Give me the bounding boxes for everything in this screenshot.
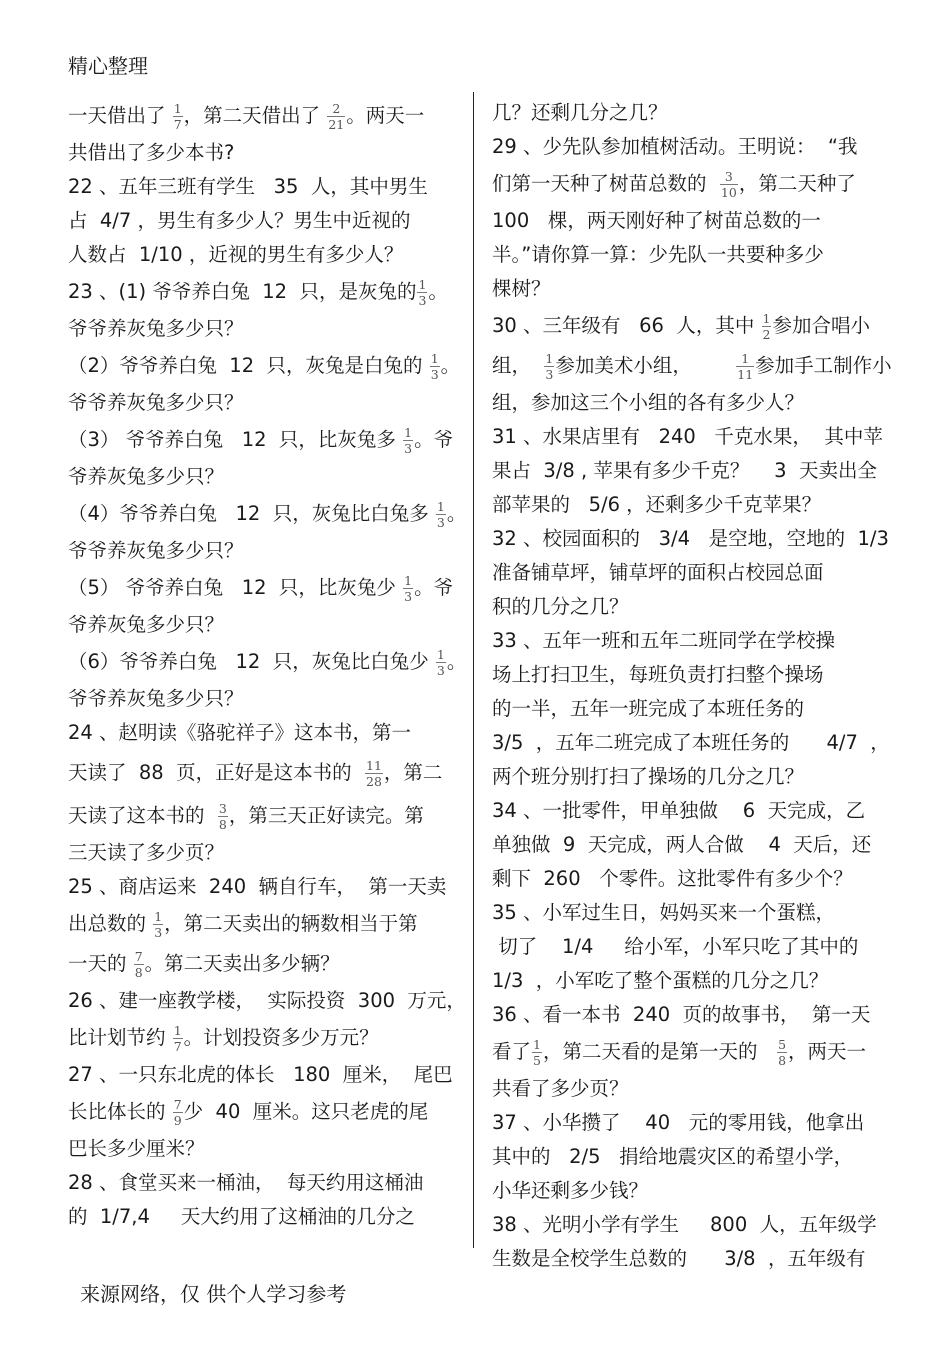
text-segment: 其中的 2/5 捐给地震灾区的希望小学， (492, 1145, 854, 1168)
text-line (68, 238, 460, 272)
text-segment: 准备铺草坪，铺草坪的面积占校园总面 (492, 561, 824, 584)
text-segment: 爷养灰兔多少只？ (68, 465, 225, 488)
fraction-denominator: 8 (134, 964, 143, 980)
text-segment: 。 (446, 502, 467, 525)
fraction-numerator: 1 (436, 646, 445, 662)
fraction (218, 801, 228, 832)
text-line (492, 862, 884, 896)
fraction-denominator: 5 (533, 1052, 541, 1068)
fraction (436, 647, 446, 678)
text-line (492, 760, 884, 794)
text-segment: 组， (492, 354, 544, 377)
fraction (153, 909, 163, 940)
text-line (492, 964, 884, 998)
text-segment: 看了 (492, 1040, 532, 1063)
fraction (720, 169, 738, 200)
page-header: 精心整理 (68, 54, 148, 78)
fraction-numerator: 3 (724, 168, 733, 184)
text-segment: 几？还剩几分之几？ (492, 101, 668, 124)
text-line (492, 204, 884, 238)
text-line (68, 984, 466, 1018)
fraction-denominator: 8 (778, 1052, 787, 1068)
text-segment: ，第二天卖出的辆数相当于第 (164, 912, 418, 935)
text-line (492, 1072, 884, 1106)
text-segment: （3） 爷爷养白兔 12 只，比灰兔多 (68, 428, 403, 451)
fraction (736, 351, 754, 382)
column-divider (473, 92, 474, 1248)
text-segment: 参加手工制作小 (755, 354, 892, 377)
fraction-denominator: 3 (430, 366, 439, 382)
text-segment: 35 、小军过生日，妈妈买来一个蛋糕， (492, 901, 836, 924)
text-line (68, 568, 460, 608)
text-segment: 爷爷养灰兔多少只？ (68, 391, 244, 414)
fraction-numerator: 1 (436, 498, 445, 514)
text-segment: 参加合唱小 (772, 314, 870, 337)
text-segment: 剩下 260 个零件。这批零件有多少个？ (492, 867, 853, 890)
text-segment: 积的几分之几？ (492, 595, 629, 618)
fraction-denominator: 8 (218, 816, 227, 832)
text-line (68, 346, 460, 386)
right-column (492, 96, 892, 1276)
text-line (492, 96, 884, 130)
text-segment: 的 1/7,4 天大约用了这桶油的几分之 (68, 1205, 415, 1228)
text-segment: 100 棵，两天刚好种了树苗总数的一 (492, 209, 821, 232)
text-line (68, 1132, 460, 1166)
fraction-numerator: 1 (173, 1022, 182, 1038)
text-segment: 共借出了多少本书? (68, 141, 235, 164)
fraction (544, 351, 554, 382)
text-line (68, 534, 460, 568)
text-segment: 26 、建一座教学楼， 实际投资 300 万元， (68, 989, 466, 1012)
text-line (492, 1140, 884, 1174)
text-segment: 1/3 ，小军吃了整个蛋糕的几分之几？ (492, 969, 829, 992)
text-line (492, 386, 884, 420)
fraction-numerator: 1 (173, 100, 182, 116)
text-segment: 3/5 ，五年二班完成了本班任务的 4/7 ， (492, 731, 890, 754)
text-line (68, 642, 467, 682)
text-line (492, 794, 884, 828)
text-line (68, 796, 460, 836)
page-footer: 来源网络，仅 供个人学习参考 (80, 1282, 347, 1306)
text-segment: 。 (440, 354, 461, 377)
fraction (173, 1097, 183, 1128)
text-segment: 22 、五年三班有学生 35 人，其中男生 (68, 175, 428, 198)
text-line (68, 1058, 460, 1092)
fraction-denominator: 21 (328, 116, 345, 132)
text-segment: 巴长多少厘米？ (68, 1137, 205, 1160)
fraction-denominator: 3 (154, 924, 163, 940)
text-segment: （4）爷爷养白兔 12 只，灰兔比白兔多 (68, 502, 435, 525)
fraction-denominator: 3 (436, 662, 445, 678)
text-line (68, 1018, 460, 1058)
text-line (68, 1092, 460, 1132)
text-segment: 棵树？ (492, 277, 551, 300)
text-segment: 天读了这本书的 (68, 804, 217, 827)
text-line (68, 420, 460, 460)
fraction-numerator: 1 (741, 350, 750, 366)
text-line (68, 944, 460, 984)
text-segment: ，第二天种了 (738, 172, 856, 195)
fraction-numerator: 1 (430, 350, 439, 366)
text-segment: 。计划投资多少万元？ (183, 1026, 379, 1049)
text-segment: 。爷 (414, 576, 454, 599)
text-line (68, 386, 460, 420)
text-line (492, 998, 884, 1032)
text-segment: 爷爷养灰兔多少只？ (68, 687, 244, 710)
text-segment: 半。”请你算一算：少先队一共要种多少 (492, 243, 824, 266)
text-segment: 生数是全校学生总数的 3/8 ，五年级有 (492, 1247, 866, 1270)
text-segment: 。两天一 (346, 104, 425, 127)
text-segment: 场上打扫卫生，每班负责打扫整个操场 (492, 663, 824, 686)
text-segment: 爷爷养灰兔多少只？ (68, 317, 244, 340)
text-segment: 爷爷养灰兔多少只？ (68, 539, 244, 562)
text-segment: 。 (446, 650, 467, 673)
text-segment: 27 、一只东北虎的体长 180 厘米， 尾巴 (68, 1063, 453, 1086)
fraction (173, 1023, 183, 1054)
text-segment: 人数占 1/10 ，近视的男生有多少人？ (68, 243, 404, 266)
fraction-denominator: 3 (404, 440, 413, 456)
fraction-numerator: 7 (134, 948, 143, 964)
text-segment: 三天读了多少页？ (68, 841, 225, 864)
text-segment: 比计划节约 (68, 1026, 172, 1049)
text-segment: 的一半，五年一班完成了本班任务的 (492, 697, 805, 720)
text-segment: 出总数的 (68, 912, 153, 935)
text-line (68, 96, 460, 136)
text-segment: ，第三天正好读完。第 (228, 804, 424, 827)
text-line (68, 904, 460, 944)
fraction (417, 277, 427, 308)
text-segment: 占 4/7 ，男生有多少人？男生中近视的 (68, 209, 411, 232)
text-segment: 天读了 88 页，正好是这本书的 (68, 761, 365, 784)
fraction (403, 573, 413, 604)
text-segment: 一天借出了 (68, 104, 172, 127)
text-line (492, 1208, 884, 1242)
fraction-numerator: 1 (545, 350, 554, 366)
text-line (492, 238, 884, 272)
text-line (492, 1032, 884, 1072)
text-segment: 24 、赵明读《骆驼祥子》这本书，第一 (68, 721, 412, 744)
fraction (365, 758, 383, 789)
text-segment: 29 、少先队参加植树活动。王明说： “我 (492, 135, 858, 158)
text-segment: 37 、小华攒了 40 元的零用钱，他拿出 (492, 1111, 865, 1134)
text-line (68, 716, 460, 750)
fraction (327, 101, 345, 132)
text-line (68, 870, 460, 904)
text-segment: 两个班分别打扫了操场的几分之几？ (492, 765, 805, 788)
fraction-numerator: 1 (418, 276, 427, 292)
text-line (492, 896, 884, 930)
text-segment: 36 、看一本书 240 页的故事书， 第一天 (492, 1003, 871, 1026)
text-line (68, 460, 460, 494)
text-segment: 28 、食堂买来一桶油， 每天约用这桶油 (68, 1171, 424, 1194)
text-line (492, 1106, 884, 1140)
text-line (492, 130, 884, 164)
fraction-numerator: 11 (366, 757, 382, 773)
text-line (68, 494, 467, 534)
text-line (492, 522, 889, 556)
text-line (68, 750, 460, 796)
fraction-denominator: 9 (173, 1112, 182, 1128)
text-segment: （5） 爷爷养白兔 12 只，比灰兔少 (68, 576, 403, 599)
text-segment: 部苹果的 5/6 ，还剩多少千克苹果？ (492, 493, 822, 516)
text-line (68, 312, 460, 346)
text-line (68, 608, 460, 642)
fraction (403, 425, 413, 456)
fraction-numerator: 5 (778, 1036, 787, 1052)
fraction-denominator: 3 (545, 366, 554, 382)
text-segment: 25 、商店运来 240 辆自行车， 第一天卖 (68, 875, 447, 898)
text-line (492, 828, 884, 862)
text-segment: 参加美术小组， (555, 354, 736, 377)
text-segment: 组，参加这三个小组的各有多少人？ (492, 391, 805, 414)
text-segment: ，两天一 (788, 1040, 867, 1063)
fraction-numerator: 1 (762, 310, 771, 326)
text-segment: 33 、五年一班和五年二班同学在学校操 (492, 629, 836, 652)
text-line (68, 1166, 460, 1200)
text-segment: 小华还剩多少钱？ (492, 1179, 649, 1202)
text-line (492, 1174, 884, 1208)
text-segment: 。第二天卖出多少辆？ (144, 952, 340, 975)
fraction-denominator: 7 (173, 1038, 182, 1054)
text-line (492, 930, 884, 964)
text-segment: （2）爷爷养白兔 12 只，灰兔是白兔的 (68, 354, 429, 377)
text-segment: 34 、一批零件，甲单独做 6 天完成，乙 (492, 799, 866, 822)
fraction-denominator: 10 (720, 184, 737, 200)
fraction-numerator: 1 (404, 424, 413, 440)
text-line (492, 306, 884, 346)
text-segment: 爷养灰兔多少只？ (68, 613, 225, 636)
text-segment: ，第二 (383, 761, 443, 784)
text-line (492, 658, 884, 692)
text-segment: ，第二天看的是第一天的 (542, 1040, 777, 1063)
text-line (492, 454, 884, 488)
text-line (492, 488, 884, 522)
text-line (492, 590, 884, 624)
fraction-denominator: 2 (762, 326, 771, 342)
fraction-denominator: 3 (418, 292, 427, 308)
text-segment: 单独做 9 天完成，两人合做 4 天后，还 (492, 833, 872, 856)
text-segment: 们第一天种了树苗总数的 (492, 172, 719, 195)
text-line (492, 346, 892, 386)
text-segment: 38 、光明小学有学生 800 人，五年级学 (492, 1213, 877, 1236)
text-segment: 一天的 (68, 952, 133, 975)
text-segment: （6）爷爷养白兔 12 只，灰兔比白兔少 (68, 650, 435, 673)
text-line (492, 272, 884, 306)
text-segment: 长比体长的 (68, 1100, 172, 1123)
text-line (492, 692, 884, 726)
fraction (762, 311, 772, 342)
fraction (436, 499, 446, 530)
fraction-numerator: 3 (218, 800, 227, 816)
fraction (173, 101, 183, 132)
text-line (492, 726, 890, 760)
text-segment: 32 、校园面积的 3/4 是空地，空地的 1/3 (492, 527, 889, 550)
text-line (68, 204, 460, 238)
text-line (492, 1242, 884, 1276)
fraction-numerator: 2 (332, 100, 341, 116)
fraction-numerator: 7 (173, 1096, 182, 1112)
text-segment: 。 (428, 280, 448, 303)
fraction-denominator: 28 (366, 773, 382, 789)
text-line (492, 556, 884, 590)
text-line (68, 1200, 460, 1234)
text-segment: 30 、三年级有 66 人，其中 (492, 314, 761, 337)
fraction-denominator: 3 (404, 588, 413, 604)
text-segment: 23 、(1) 爷爷养白兔 12 只，是灰兔的 (68, 280, 417, 303)
text-line (492, 164, 884, 204)
text-segment: 。爷 (414, 428, 454, 451)
text-line (68, 682, 460, 716)
text-line (68, 836, 460, 870)
text-line (68, 170, 460, 204)
text-line (68, 136, 460, 170)
left-column (68, 96, 467, 1234)
text-line (68, 272, 460, 312)
fraction (777, 1037, 787, 1068)
text-segment: 共看了多少页？ (492, 1077, 629, 1100)
fraction (532, 1037, 542, 1068)
text-segment: 少 40 厘米。这只老虎的尾 (183, 1100, 429, 1123)
fraction (430, 351, 440, 382)
fraction-denominator: 7 (173, 116, 182, 132)
text-segment: 31 、水果店里有 240 千克水果， 其中苹 (492, 425, 883, 448)
fraction-numerator: 1 (404, 572, 413, 588)
fraction (134, 949, 144, 980)
text-segment: ，第二天借出了 (183, 104, 327, 127)
text-segment: 切了 1/4 给小军，小军只吃了其中的 (492, 935, 859, 958)
fraction-denominator: 3 (436, 514, 445, 530)
fraction-denominator: 11 (737, 366, 754, 382)
fraction-numerator: 1 (533, 1036, 541, 1052)
text-line (492, 624, 884, 658)
text-segment: 果占 3/8 , 苹果有多少千克？ 3 天卖出全 (492, 459, 877, 482)
text-line (492, 420, 884, 454)
fraction-numerator: 1 (154, 908, 163, 924)
